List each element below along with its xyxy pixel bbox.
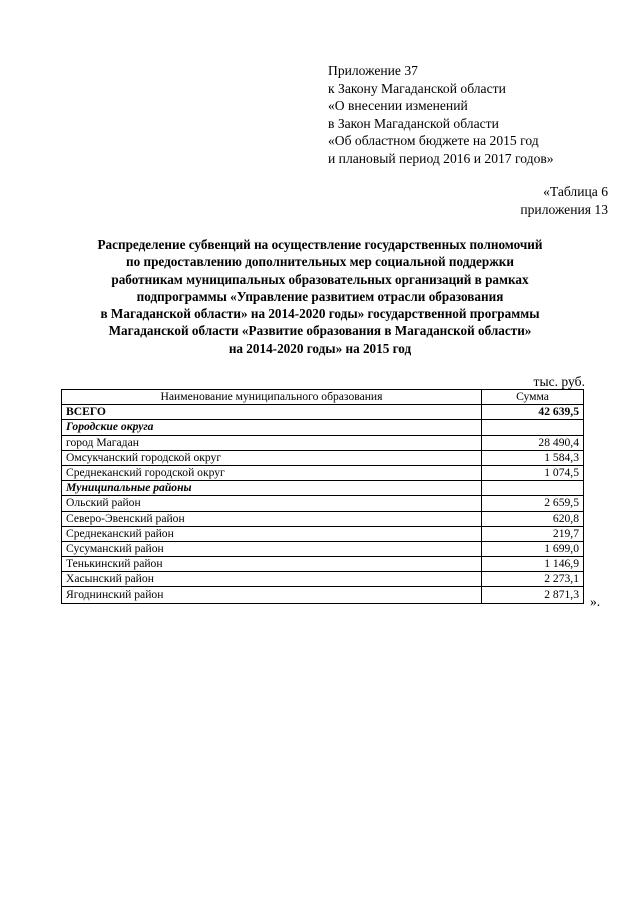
title-line: Распределение субвенций на осуществление государственных полномочий bbox=[97, 237, 543, 252]
row-name: Хасынский район bbox=[62, 572, 482, 587]
row-sum: 2 659,5 bbox=[482, 496, 584, 511]
row-sum: 1 699,0 bbox=[482, 541, 584, 556]
document-title bbox=[40, 236, 600, 357]
units-label: тыс. руб. bbox=[533, 374, 585, 389]
table-row bbox=[62, 450, 584, 465]
subvention-table bbox=[61, 389, 584, 604]
row-name: Ольский район bbox=[62, 496, 482, 511]
total-sum: 42 639,5 bbox=[482, 405, 584, 420]
total-row bbox=[62, 405, 584, 420]
row-name: Северо-Эвенский район bbox=[62, 511, 482, 526]
group-sum-empty bbox=[482, 481, 584, 496]
row-sum: 620,8 bbox=[482, 511, 584, 526]
row-sum: 1 146,9 bbox=[482, 557, 584, 572]
table-row bbox=[62, 572, 584, 587]
title-line: подпрограммы «Управление развитием отрасли образования bbox=[136, 288, 504, 304]
table-row bbox=[62, 496, 584, 511]
table-reference bbox=[520, 183, 608, 218]
group-row bbox=[62, 420, 584, 435]
row-sum: 1 074,5 bbox=[482, 465, 584, 480]
table-row bbox=[62, 465, 584, 480]
table-row bbox=[62, 541, 584, 556]
appendix-line: и плановый период 2016 и 2017 годов» bbox=[328, 150, 554, 166]
group-title: Городские округа bbox=[62, 420, 482, 435]
table-reference-line: приложения 13 bbox=[520, 201, 608, 217]
row-sum: 28 490,4 bbox=[482, 435, 584, 450]
group-sum-empty bbox=[482, 420, 584, 435]
table-reference-line: «Таблица 6 bbox=[543, 184, 608, 199]
appendix-header bbox=[328, 62, 628, 168]
row-name: Среднеканский район bbox=[62, 526, 482, 541]
header-name: Наименование муниципального образования bbox=[62, 390, 482, 405]
group-title: Муниципальные районы bbox=[62, 481, 482, 496]
row-name: Сусуманский район bbox=[62, 541, 482, 556]
closing-quote-mark: ». bbox=[590, 594, 601, 609]
row-sum: 219,7 bbox=[482, 526, 584, 541]
table-row bbox=[62, 557, 584, 572]
row-sum: 2 871,3 bbox=[482, 587, 584, 604]
table-row bbox=[62, 511, 584, 526]
title-line: в Магаданской области» на 2014-2020 годы» государственной программы bbox=[100, 306, 540, 322]
appendix-line: «О внесении изменений bbox=[328, 98, 468, 114]
appendix-line: «Об областном бюджете на 2015 год bbox=[328, 133, 539, 149]
row-name: Омсукчанский городской округ bbox=[62, 450, 482, 465]
table-row bbox=[62, 435, 584, 450]
header-sum: Сумма bbox=[482, 390, 584, 405]
table-row bbox=[62, 526, 584, 541]
title-line: Магаданской области «Развитие образования в Магаданской области» bbox=[108, 323, 532, 339]
row-name: Тенькинский район bbox=[62, 557, 482, 572]
table-header-row bbox=[62, 390, 584, 405]
row-name: Среднеканский городской округ bbox=[62, 465, 482, 480]
table-row bbox=[62, 587, 584, 604]
total-label: ВСЕГО bbox=[62, 405, 482, 420]
row-sum: 2 273,1 bbox=[482, 572, 584, 587]
row-name: город Магадан bbox=[62, 435, 482, 450]
title-line: на 2014-2020 годы» на 2015 год bbox=[228, 340, 412, 356]
row-name: Ягоднинский район bbox=[62, 587, 482, 604]
title-line: работникам муниципальных образовательных организаций в рамках bbox=[111, 271, 529, 287]
group-row bbox=[62, 481, 584, 496]
appendix-line: в Закон Магаданской области bbox=[328, 115, 499, 131]
appendix-line: к Закону Магаданской области bbox=[328, 80, 506, 96]
title-line: по предоставлению дополнительных мер социальной поддержки bbox=[126, 254, 514, 270]
row-sum: 1 584,3 bbox=[482, 450, 584, 465]
appendix-line: Приложение 37 bbox=[328, 63, 418, 78]
